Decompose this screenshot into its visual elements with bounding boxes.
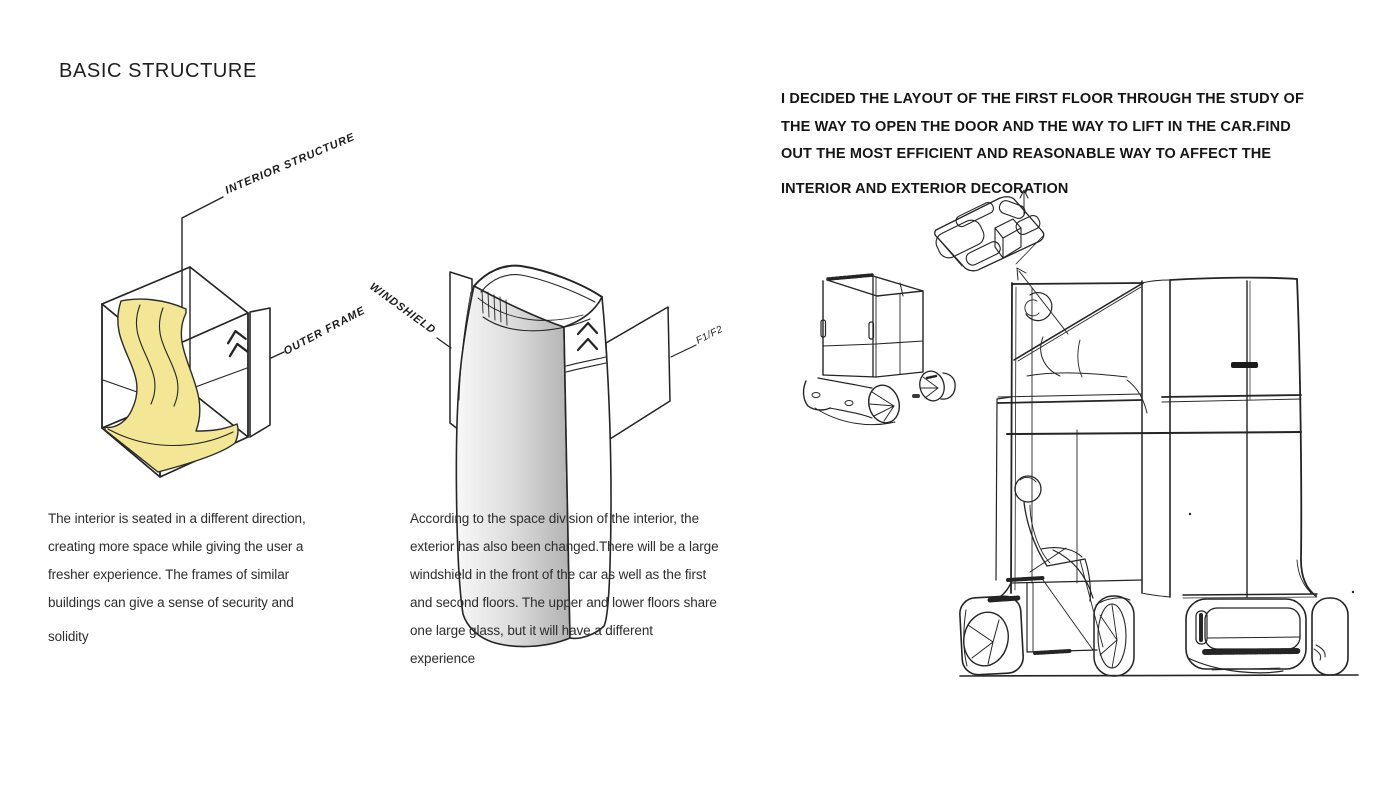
interior-structure-ribbon (105, 299, 238, 472)
caption-line: one large glass, but it will have a different (410, 623, 653, 638)
rear-seat (998, 199, 1027, 220)
intro-line: I DECIDED THE LAYOUT OF THE FIRST FLOOR THROUGH THE STUDY OF (781, 91, 1304, 107)
wheel-spokes (968, 620, 999, 664)
caption-line: buildings can give a sense of security and (48, 595, 294, 610)
outer-frame-panel (250, 308, 270, 437)
f1-f2-plane (606, 307, 670, 439)
interior-layout-sketch (933, 197, 1044, 271)
small-truck-sketch (804, 275, 956, 426)
large-vehicle-sketch (959, 278, 1358, 676)
interior-structure-cube-sketch (90, 130, 370, 490)
intro-line: THE WAY TO OPEN THE DOOR AND THE WAY TO LIFT IN THE CAR.FIND (781, 118, 1291, 135)
double-chevron-logo-icon (227, 330, 248, 356)
caption-line: fresher experience. The frames of similar (48, 567, 289, 582)
f1-f2-label: F1/F2 (694, 323, 725, 347)
exterior-caption (410, 505, 719, 673)
ground-line (960, 675, 1358, 676)
caption-line: and second floors. The upper and lower floors share (410, 595, 717, 610)
windshield-label: WINDSHIELD (367, 280, 438, 337)
interior-caption (48, 505, 306, 651)
caption-line: experience (410, 651, 476, 666)
caption-line: The interior is seated in a different direction, (48, 511, 306, 526)
intro-line: OUT THE MOST EFFICIENT AND REASONABLE WAY TO AFFECT THE (781, 146, 1272, 162)
corner-couch (933, 217, 988, 261)
outer-frame-label: OUTER FRAME (281, 304, 368, 358)
chassis-pad (912, 394, 920, 398)
intro-line: INTERIOR AND EXTERIOR DECORATION (781, 180, 1069, 197)
front-bench (964, 240, 1002, 267)
caption-line: windshield in the front of the car as well as the first (410, 567, 707, 582)
caption-line: According to the space division of the interior, the (410, 511, 699, 526)
page-title: BASIC STRUCTURE (59, 60, 257, 82)
caption-line: creating more space while giving the user a (48, 539, 304, 554)
caption-line: exterior has also been changed.There will be a large (410, 539, 719, 554)
annotation-arrow-to-layout (1017, 268, 1068, 334)
windshield-leader-line (437, 338, 451, 348)
outer-frame-leader-line (271, 352, 284, 358)
concept-sketches-group (780, 180, 1400, 690)
annotation-arrow-up (1020, 190, 1028, 215)
f1-f2-leader-line (671, 345, 696, 357)
interior-structure-leader-line (182, 197, 223, 308)
interior-structure-label: INTERIOR STRUCTURE (223, 131, 357, 197)
door-handle-bar (1231, 362, 1258, 368)
caption-line: solidity (48, 629, 89, 644)
chassis-sketch (959, 594, 1348, 676)
